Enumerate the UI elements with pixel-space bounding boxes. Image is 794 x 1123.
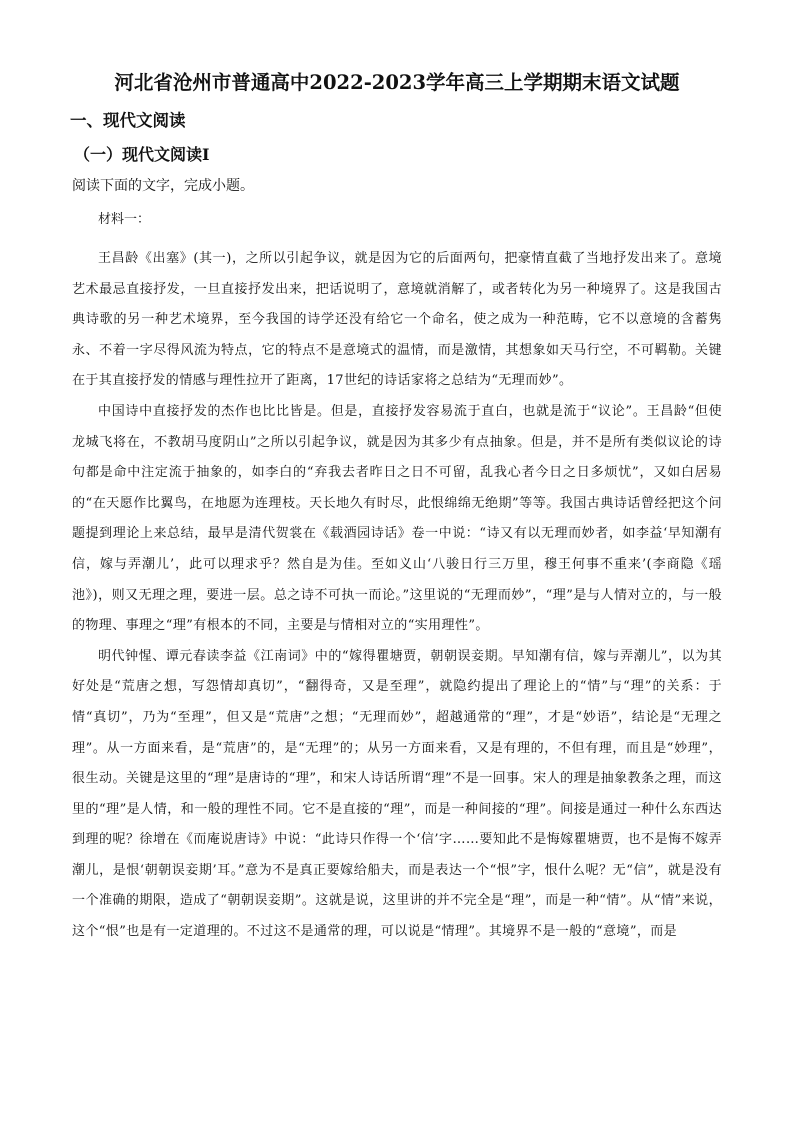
paragraph-2: 中国诗中直接抒发的杰作也比比皆是。但是，直接抒发容易流于直白，也就是流于“议论”。王昌龄“但使龙城飞将在，不教胡马度阴山”之所以引起争议，就是因为其多少有点抽象。但是，并不是所有类似议论的诗句都是命中注定流于抽象的，如李白的“弃我去者昨日之日不可留，乱我心者今日之日多烦忧”，又如白居易的“在天愿作比翼鸟，在地愿为连理枝。天长地久有时尽，此恨绵绵无绝期”等等。我国古典诗话曾经把这个问题提到理论上来总结，最早是清代贺裳在《载酒园诗话》卷一中说：“诗又有以无理而妙者，如李益‘早知潮有信，嫁与弄潮儿’，此可以理求乎？然自是为佳。至如义山‘八骏日行三万里，穆王何事不重来’(李商隐《瑶池》)，则又无理之理，要进一层。总之诗不可执一而论。”这里说的“无理而妙”，“理”是与人情对立的，与一般的物理、事理之“理”有根本的不同，主要是与情相对立的“实用理性”。 [72, 403, 722, 634]
subsection-heading: （一）现代文阅读Ⅰ [74, 145, 210, 164]
paragraph-3: 明代钟惺、谭元春读李益《江南词》中的“嫁得瞿塘贾，朝朝误妾期。早知潮有信，嫁与弄潮儿”，以为其好处是“荒唐之想，写怨情却真切”，“翻得奇，又是至理”，就隐约提出了理论上的“情”与“理”的关系：于情“真切”，乃为“至理”，但又是“荒唐”之想；“无理而妙”，超越通常的“理”，才是“妙语”，结论是“无理之理”。从一方面来看，是“荒唐”的，是“无理”的；从另一方面来看，又是有理的，不但有理，而且是“妙理”，很生动。关键是这里的“理”是唐诗的“理”，和宋人诗话所谓“理”不是一回事。宋人的理是抽象教条之理，而这里的“理”是人情，和一般的理性不同。它不是直接的“理”，而是一种间接的“理”。间接是通过一种什么东西达到理的呢？徐增在《而庵说唐诗》中说：“此诗只作得一个‘信’字……要知此不是悔嫁瞿塘贾，也不是悔不嫁弄潮儿，是恨‘朝朝误妾期’耳。”意为不是真正要嫁给船夫，而是表达一个“恨”字，恨什么呢？无“信”，就是没有一个准确的期限，造成了“朝朝误妾期”。这就是说，这里讲的并不完全是“理”，而是一种“情”。从“情”来说，这个“恨”也是有一定道理的。不过这不是通常的理，可以说是“情理”。其境界不是一般的“意境”，而是 [72, 648, 722, 940]
document-title: 河北省沧州市普通高中2022-2023学年高三上学期期末语文试题 [114, 71, 680, 94]
section-heading: 一、现代文阅读 [70, 111, 186, 130]
paragraph-1: 王昌龄《出塞》(其一)，之所以引起争议，就是因为它的后面两句，把豪情直截了当地抒发出来了。意境艺术最忌直接抒发，一旦直接抒发出来，把话说明了，意境就消解了，或者转化为另一种境界了。这是我国古典诗歌的另一种艺术境界，至今我国的诗学还没有给它一个命名，使之成为一种范畴，它不以意境的含蓄隽永、不着一字尽得风流为特点，它的特点不是意境式的温情，而是激情，其想象如天马行空，不可羁勒。关键在于其直接抒发的情感与理性拉开了距离，17世纪的诗话家将之总结为“无理而妙”。 [72, 251, 722, 389]
instruction-text: 阅读下面的文字，完成小题。 [72, 178, 254, 194]
material-label: 材料一： [98, 212, 151, 227]
